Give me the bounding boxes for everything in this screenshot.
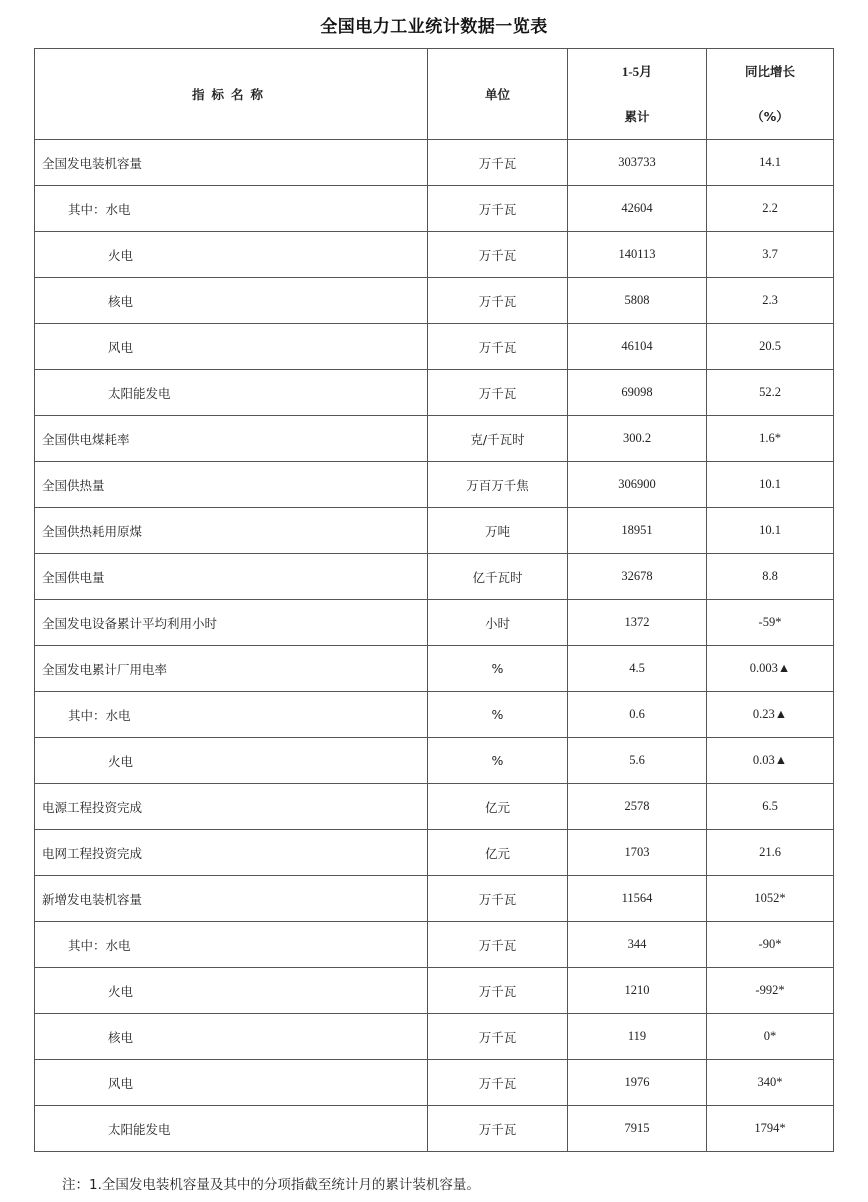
row-value: 2578 xyxy=(568,784,707,830)
row-name: 太阳能发电 xyxy=(35,370,428,416)
row-unit: 小时 xyxy=(428,600,568,646)
row-unit: 克/千瓦时 xyxy=(428,416,568,462)
header-period-cumulative: 累计 xyxy=(624,108,650,124)
row-value: 4.5 xyxy=(568,646,707,692)
row-growth: 10.1 xyxy=(707,462,834,508)
row-growth: 1.6* xyxy=(707,416,834,462)
row-unit: % xyxy=(428,646,568,692)
row-name: 太阳能发电 xyxy=(35,1106,428,1152)
row-name: 核电 xyxy=(35,278,428,324)
row-value: 306900 xyxy=(568,462,707,508)
table-row xyxy=(35,876,834,922)
row-value: 119 xyxy=(568,1014,707,1060)
row-unit: % xyxy=(428,738,568,784)
row-name: 火电 xyxy=(35,968,428,1014)
table-header-row xyxy=(35,49,834,140)
row-value: 18951 xyxy=(568,508,707,554)
row-growth: 1794* xyxy=(707,1106,834,1152)
row-unit: 万千瓦 xyxy=(428,968,568,1014)
row-unit: 万千瓦 xyxy=(428,232,568,278)
table-row xyxy=(35,1106,834,1152)
row-value: 69098 xyxy=(568,370,707,416)
row-unit: % xyxy=(428,692,568,738)
table-row xyxy=(35,232,834,278)
row-unit: 亿元 xyxy=(428,830,568,876)
row-unit: 万千瓦 xyxy=(428,140,568,186)
row-value: 1210 xyxy=(568,968,707,1014)
row-name: 全国供热量 xyxy=(35,462,428,508)
row-name: 全国发电装机容量 xyxy=(35,140,428,186)
row-unit: 万千瓦 xyxy=(428,1106,568,1152)
row-value: 0.6 xyxy=(568,692,707,738)
table-row xyxy=(35,784,834,830)
row-unit: 万百万千焦 xyxy=(428,462,568,508)
row-unit: 亿千瓦时 xyxy=(428,554,568,600)
row-growth: 21.6 xyxy=(707,830,834,876)
row-name: 风电 xyxy=(35,1060,428,1106)
row-value: 42604 xyxy=(568,186,707,232)
row-name: 电源工程投资完成 xyxy=(35,784,428,830)
row-name: 核电 xyxy=(35,1014,428,1060)
row-unit: 万千瓦 xyxy=(428,876,568,922)
row-value: 7915 xyxy=(568,1106,707,1152)
row-name: 其中：水电 xyxy=(35,922,428,968)
footnote: 注：1.全国发电装机容量及其中的分项指截至统计月的累计装机容量。 xyxy=(62,1177,480,1193)
table-row xyxy=(35,554,834,600)
row-growth: 1052* xyxy=(707,876,834,922)
table-row xyxy=(35,1060,834,1106)
row-growth: 20.5 xyxy=(707,324,834,370)
row-growth: 6.5 xyxy=(707,784,834,830)
table-row xyxy=(35,508,834,554)
row-name: 全国供电量 xyxy=(35,554,428,600)
header-growth-unit: （%） xyxy=(751,108,789,124)
table-row xyxy=(35,692,834,738)
row-growth: 8.8 xyxy=(707,554,834,600)
stats-table xyxy=(34,48,834,1152)
page-title: 全国电力工业统计数据一览表 xyxy=(320,17,548,37)
row-growth: -59* xyxy=(707,600,834,646)
row-growth: 0.23▲ xyxy=(707,692,834,738)
row-value: 11564 xyxy=(568,876,707,922)
row-name: 火电 xyxy=(35,232,428,278)
row-growth: 0.003▲ xyxy=(707,646,834,692)
row-unit: 万千瓦 xyxy=(428,370,568,416)
row-growth: 3.7 xyxy=(707,232,834,278)
row-growth: -992* xyxy=(707,968,834,1014)
row-value: 46104 xyxy=(568,324,707,370)
row-unit: 万千瓦 xyxy=(428,922,568,968)
row-unit: 万千瓦 xyxy=(428,186,568,232)
header-indicator-name: 指标名称 xyxy=(35,49,428,140)
row-growth: 0* xyxy=(707,1014,834,1060)
row-unit: 万千瓦 xyxy=(428,1014,568,1060)
table-row xyxy=(35,600,834,646)
row-name: 全国供热耗用原煤 xyxy=(35,508,428,554)
row-unit: 亿元 xyxy=(428,784,568,830)
row-name: 其中：水电 xyxy=(35,186,428,232)
header-period-range: 1-5月 xyxy=(621,63,653,79)
row-growth: 0.03▲ xyxy=(707,738,834,784)
row-value: 303733 xyxy=(568,140,707,186)
row-growth: 2.2 xyxy=(707,186,834,232)
table-row xyxy=(35,278,834,324)
row-value: 5808 xyxy=(568,278,707,324)
table-row xyxy=(35,830,834,876)
header-period xyxy=(568,49,707,140)
row-unit: 万千瓦 xyxy=(428,324,568,370)
row-growth: 52.2 xyxy=(707,370,834,416)
table-row xyxy=(35,416,834,462)
row-value: 1976 xyxy=(568,1060,707,1106)
row-growth: 2.3 xyxy=(707,278,834,324)
row-name: 风电 xyxy=(35,324,428,370)
row-name: 全国发电设备累计平均利用小时 xyxy=(35,600,428,646)
row-growth: 10.1 xyxy=(707,508,834,554)
header-unit: 单位 xyxy=(428,49,568,140)
table-row xyxy=(35,186,834,232)
table-row xyxy=(35,324,834,370)
row-value: 140113 xyxy=(568,232,707,278)
row-value: 344 xyxy=(568,922,707,968)
table-row xyxy=(35,738,834,784)
stats-table-body xyxy=(35,49,834,1152)
row-growth: -90* xyxy=(707,922,834,968)
row-growth: 14.1 xyxy=(707,140,834,186)
table-row xyxy=(35,922,834,968)
row-name: 其中：水电 xyxy=(35,692,428,738)
table-row xyxy=(35,140,834,186)
header-growth-label: 同比增长 xyxy=(744,63,795,79)
table-row xyxy=(35,462,834,508)
row-name: 新增发电装机容量 xyxy=(35,876,428,922)
row-unit: 万千瓦 xyxy=(428,278,568,324)
table-row xyxy=(35,1014,834,1060)
row-value: 1372 xyxy=(568,600,707,646)
table-row xyxy=(35,370,834,416)
header-growth xyxy=(707,49,834,140)
row-unit: 万千瓦 xyxy=(428,1060,568,1106)
row-name: 火电 xyxy=(35,738,428,784)
row-value: 1703 xyxy=(568,830,707,876)
row-growth: 340* xyxy=(707,1060,834,1106)
row-name: 全国供电煤耗率 xyxy=(35,416,428,462)
row-unit: 万吨 xyxy=(428,508,568,554)
row-name: 全国发电累计厂用电率 xyxy=(35,646,428,692)
row-value: 5.6 xyxy=(568,738,707,784)
row-name: 电网工程投资完成 xyxy=(35,830,428,876)
row-value: 32678 xyxy=(568,554,707,600)
row-value: 300.2 xyxy=(568,416,707,462)
table-row xyxy=(35,646,834,692)
table-row xyxy=(35,968,834,1014)
